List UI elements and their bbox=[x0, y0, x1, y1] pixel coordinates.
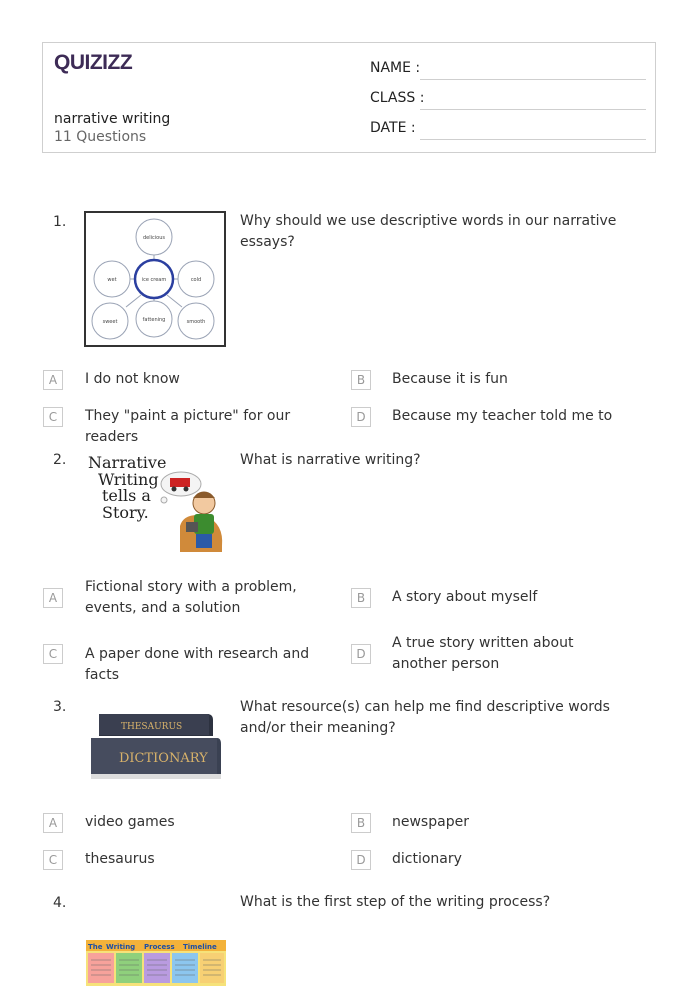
option-b-text: newspaper bbox=[392, 814, 469, 830]
option-d-text: Because my teacher told me to bbox=[392, 408, 613, 424]
option-c-box[interactable]: C bbox=[43, 644, 63, 664]
quiz-title: narrative writing bbox=[54, 111, 171, 127]
question-number: 3. bbox=[53, 699, 67, 715]
option-a-box[interactable]: A bbox=[43, 813, 63, 833]
name-label: NAME : bbox=[370, 60, 421, 76]
date-field[interactable] bbox=[370, 120, 646, 140]
image-word: Writing bbox=[98, 470, 159, 489]
word-web-label: delicious bbox=[143, 235, 165, 241]
thesaurus-dictionary-image bbox=[89, 706, 223, 790]
question-text: Why should we use descriptive words in our narrative essays? bbox=[240, 213, 617, 250]
option-a-box[interactable]: A bbox=[43, 588, 63, 608]
poster-word: The bbox=[88, 943, 103, 951]
question-number: 2. bbox=[53, 452, 67, 468]
poster-word: Writing bbox=[106, 943, 136, 951]
option-a-text: I do not know bbox=[85, 371, 180, 387]
image-word: Story. bbox=[102, 503, 149, 522]
option-d-text: dictionary bbox=[392, 851, 462, 867]
name-field[interactable] bbox=[370, 60, 646, 80]
option-d-box[interactable]: D bbox=[351, 850, 371, 870]
name-line bbox=[420, 79, 646, 80]
question-number: 1. bbox=[53, 214, 67, 230]
book-title: DICTIONARY bbox=[119, 751, 208, 766]
narrative-writing-image bbox=[84, 448, 229, 556]
class-label: CLASS : bbox=[370, 90, 425, 106]
image-word: Narrative bbox=[88, 453, 167, 472]
question-text: What resource(s) can help me find descriptive words and/or their meaning? bbox=[240, 699, 610, 736]
word-web-label: smooth bbox=[186, 319, 206, 325]
question-number: 4. bbox=[53, 895, 67, 911]
word-web-label: sweet bbox=[102, 319, 118, 325]
question-text: What is narrative writing? bbox=[240, 452, 421, 468]
option-b-box[interactable]: B bbox=[351, 588, 371, 608]
quizizz-logo: QUIZIZZ bbox=[54, 51, 133, 74]
option-c-box[interactable]: C bbox=[43, 407, 63, 427]
word-web-image bbox=[84, 211, 226, 347]
word-web-label: wet bbox=[107, 277, 117, 283]
question-count: 11 Questions bbox=[54, 129, 147, 145]
class-field[interactable] bbox=[370, 90, 646, 110]
option-b-text: A story about myself bbox=[392, 589, 538, 605]
poster-word: Process bbox=[144, 943, 175, 951]
poster-word: Timeline bbox=[183, 943, 217, 951]
word-web-label: fattening bbox=[142, 317, 166, 323]
image-word: tells a bbox=[102, 486, 151, 505]
word-web-label: cold bbox=[190, 277, 202, 283]
question-text: What is the first step of the writing process? bbox=[240, 894, 551, 910]
word-web-center-label: ice cream bbox=[141, 277, 167, 283]
option-c-text: They "paint a picture" for our readers bbox=[85, 408, 291, 445]
option-c-text: thesaurus bbox=[85, 851, 155, 867]
class-line bbox=[420, 109, 646, 110]
option-b-box[interactable]: B bbox=[351, 370, 371, 390]
date-label: DATE : bbox=[370, 120, 416, 136]
date-line bbox=[420, 139, 646, 140]
option-a-box[interactable]: A bbox=[43, 370, 63, 390]
option-c-text: A paper done with research and facts bbox=[85, 646, 310, 683]
option-a-text: video games bbox=[85, 814, 175, 830]
worksheet-header bbox=[42, 42, 656, 153]
option-d-box[interactable]: D bbox=[351, 644, 371, 664]
option-b-box[interactable]: B bbox=[351, 813, 371, 833]
option-d-text: A true story written about another person bbox=[392, 635, 574, 672]
option-c-box[interactable]: C bbox=[43, 850, 63, 870]
writing-process-timeline-image bbox=[86, 940, 226, 986]
option-d-box[interactable]: D bbox=[351, 407, 371, 427]
option-a-text: Fictional story with a problem, events, and a solution bbox=[85, 579, 297, 616]
book-title: THESAURUS bbox=[121, 722, 183, 732]
option-b-text: Because it is fun bbox=[392, 371, 508, 387]
